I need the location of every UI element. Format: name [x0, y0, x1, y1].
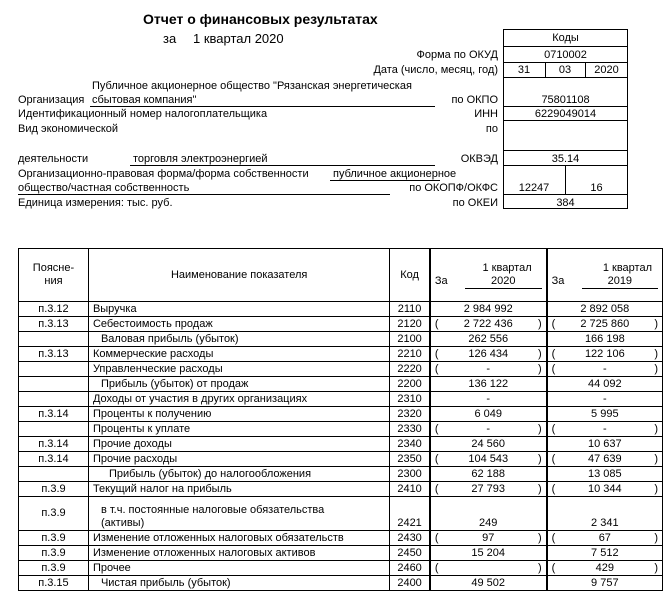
value-text: 122 106: [584, 347, 625, 360]
table-row: [19, 377, 663, 392]
row-code: 2200: [390, 377, 430, 392]
value-text: 429: [595, 561, 614, 574]
row-note: п.3.13: [19, 347, 89, 362]
date-year: 2020: [594, 64, 619, 76]
paren-close: ): [654, 422, 658, 435]
row-value-cur: [430, 377, 547, 392]
row-note: [19, 392, 89, 407]
row-name: Текущий налог на прибыль: [88, 482, 389, 497]
paren-open: (: [551, 422, 556, 435]
row-code: 2430: [390, 531, 430, 546]
row-note: п.3.12: [19, 302, 89, 317]
row-value-prev: [547, 561, 663, 576]
row-note: п.3.9: [19, 497, 89, 531]
col-name-header: Наименование показателя: [88, 249, 389, 302]
value-text: 7 512: [591, 546, 619, 559]
table-row: [19, 561, 663, 576]
row-value-prev: [547, 482, 663, 497]
paren-close: ): [537, 452, 542, 465]
paren-open: (: [551, 482, 556, 495]
okved-value: 35.14: [551, 153, 580, 165]
value-text: 262 556: [468, 332, 509, 345]
org-name-line1: Публичное акционерное общество "Рязанская энергетическая: [92, 80, 412, 92]
row-note: [19, 422, 89, 437]
paren-close: ): [654, 362, 658, 375]
okved-label: ОКВЭД: [460, 153, 498, 165]
table-row: [19, 407, 663, 422]
row-value-prev: [547, 392, 663, 407]
row-value-prev: [547, 317, 663, 332]
row-name: Себестоимость продаж: [88, 317, 389, 332]
row-value-cur: [430, 317, 547, 332]
row-code: 2450: [390, 546, 430, 561]
row-code: 2110: [390, 302, 430, 317]
row-value-cur: [430, 467, 547, 482]
col-cur-period: 1 квартал: [482, 261, 532, 274]
value-text: -: [602, 422, 607, 435]
legal-form-value: публичное акционерное: [333, 168, 457, 180]
table-row: [19, 576, 663, 591]
paren-open: (: [551, 531, 556, 544]
col-cur-za: За: [434, 274, 448, 287]
row-code: 2410: [390, 482, 430, 497]
row-code: 2310: [390, 392, 430, 407]
paren-open: (: [551, 362, 556, 375]
row-code: 2330: [390, 422, 430, 437]
row-note: п.3.9: [19, 531, 89, 546]
value-text: 104 543: [468, 452, 509, 465]
col-code-header: Код: [390, 249, 430, 302]
paren-open: (: [551, 452, 556, 465]
row-value-cur: [430, 437, 547, 452]
table-row: [19, 546, 663, 561]
table-row: [19, 332, 663, 347]
col-cur-header: [430, 249, 547, 302]
row-name: Коммерческие расходы: [88, 347, 389, 362]
row-value-cur: [430, 531, 547, 546]
financial-results-table: [18, 248, 663, 591]
row-name: Прочее: [88, 561, 389, 576]
paren-close: ): [654, 317, 658, 330]
row-name: Чистая прибыль (убыток): [88, 576, 389, 591]
paren-close: ): [654, 561, 658, 574]
row-value-prev: [547, 546, 663, 561]
okud-value: 0710002: [544, 49, 587, 61]
value-text: 5 995: [591, 407, 619, 420]
row-value-prev: [547, 347, 663, 362]
row-name: Прочие доходы: [88, 437, 389, 452]
row-name: Прибыль (убыток) от продаж: [88, 377, 389, 392]
col-prev-header: [547, 249, 663, 302]
value-text: 2 892 058: [580, 302, 630, 315]
okopf-label: по ОКОПФ/ОКФС: [409, 182, 498, 194]
period-prefix: за: [163, 31, 177, 46]
row-name: Прочие расходы: [88, 452, 389, 467]
row-value-prev: [547, 576, 663, 591]
value-text: -: [486, 392, 491, 405]
okei-label: по ОКЕИ: [452, 197, 498, 209]
table-row: [19, 531, 663, 546]
table-header-row: [19, 249, 663, 302]
value-text: 136 122: [468, 377, 509, 390]
row-value-prev: [547, 332, 663, 347]
paren-open: (: [551, 317, 556, 330]
paren-close: ): [537, 561, 542, 574]
row-name: Проценты к уплате: [88, 422, 389, 437]
value-text: -: [602, 392, 607, 405]
period-value: 1 квартал 2020: [193, 31, 284, 46]
paren-close: ): [537, 531, 542, 544]
row-value-cur: [430, 546, 547, 561]
value-text: 24 560: [471, 437, 506, 450]
row-note: п.3.14: [19, 407, 89, 422]
value-text: 10 344: [587, 482, 622, 495]
row-value-prev: [547, 302, 663, 317]
row-value-cur: [430, 392, 547, 407]
row-code: 2421: [390, 497, 430, 531]
activity-value: торговля электроэнергией: [133, 153, 268, 165]
paren-open: (: [551, 561, 556, 574]
row-value-prev: [547, 437, 663, 452]
value-text: 126 434: [468, 347, 509, 360]
report-title: Отчет о финансовых результатах: [143, 11, 378, 27]
org-label: Организация: [18, 94, 85, 106]
okopf-value: 12247: [518, 182, 550, 194]
activity-label2: деятельности: [18, 153, 89, 165]
paren-close: ): [654, 452, 658, 465]
value-text: 166 198: [584, 332, 625, 345]
paren-close: ): [537, 347, 542, 360]
row-value-cur: [430, 362, 547, 377]
paren-open: (: [434, 482, 439, 495]
value-text: -: [486, 362, 491, 375]
row-name: Доходы от участия в других организациях: [88, 392, 389, 407]
value-text: 15 204: [471, 546, 506, 559]
row-value-cur: [430, 482, 547, 497]
value-text: 49 502: [471, 576, 506, 589]
row-name: Проценты к получению: [88, 407, 389, 422]
table-row: [19, 317, 663, 332]
row-note: п.3.14: [19, 452, 89, 467]
paren-open: (: [434, 561, 439, 574]
row-note: п.3.9: [19, 482, 89, 497]
col-prev-za: За: [551, 274, 565, 287]
okpo-value: 75801108: [541, 94, 590, 106]
row-code: 2220: [390, 362, 430, 377]
value-text: 2 725 860: [580, 317, 630, 330]
value-text: 97: [482, 531, 495, 544]
value-text: 6 049: [474, 407, 502, 420]
org-name-line2: сбытовая компания": [92, 94, 197, 106]
date-day: 31: [517, 64, 531, 76]
value-text: 13 085: [587, 467, 622, 480]
codes-title: Коды: [552, 32, 579, 44]
row-value-prev: [547, 531, 663, 546]
table-row: [19, 302, 663, 317]
col-note-header: Поясне- ния: [19, 249, 89, 302]
row-name: Управленческие расходы: [88, 362, 389, 377]
value-text: 44 092: [587, 377, 622, 390]
unit-label: Единица измерения: тыс. руб.: [18, 197, 173, 209]
paren-open: (: [434, 452, 439, 465]
row-value-cur: [430, 576, 547, 591]
table-row: [19, 482, 663, 497]
row-value-cur: [430, 347, 547, 362]
row-note: [19, 377, 89, 392]
paren-close: ): [654, 531, 658, 544]
value-text: -: [486, 422, 491, 435]
row-note: п.3.13: [19, 317, 89, 332]
value-text: 2 984 992: [463, 302, 513, 315]
paren-open: (: [434, 362, 439, 375]
date-month: 03: [558, 64, 572, 76]
value-text: 9 757: [591, 576, 619, 589]
row-value-cur: [430, 422, 547, 437]
value-text: 10 637: [587, 437, 622, 450]
row-note: [19, 332, 89, 347]
row-value-cur: [430, 561, 547, 576]
okfs-value: 16: [590, 182, 603, 194]
value-text: 47 639: [587, 452, 622, 465]
row-value-cur: [430, 302, 547, 317]
paren-open: (: [434, 317, 439, 330]
row-value-prev: [547, 467, 663, 482]
table-row: [19, 437, 663, 452]
row-note: п.3.15: [19, 576, 89, 591]
paren-open: (: [434, 422, 439, 435]
table-row: [19, 467, 663, 482]
value-text: 249: [479, 517, 498, 529]
table-row: [19, 452, 663, 467]
row-note: [19, 467, 89, 482]
value-text: 67: [598, 531, 611, 544]
paren-close: ): [537, 422, 542, 435]
inn-label: ИНН: [474, 108, 498, 120]
row-code: 2120: [390, 317, 430, 332]
row-name: Прибыль (убыток) до налогообложения: [88, 467, 389, 482]
row-note: п.3.9: [19, 546, 89, 561]
activity-po: по: [485, 123, 498, 135]
row-note: [19, 362, 89, 377]
paren-close: ): [537, 362, 542, 375]
row-value-cur: [430, 452, 547, 467]
row-code: 2320: [390, 407, 430, 422]
value-text: 27 793: [471, 482, 506, 495]
row-value-prev: [547, 422, 663, 437]
row-code: 2210: [390, 347, 430, 362]
table-row: [19, 362, 663, 377]
row-code: 2400: [390, 576, 430, 591]
row-name: Изменение отложенных налоговых обязательств: [88, 531, 389, 546]
col-prev-year: 2019: [582, 275, 658, 289]
legal-form-label1: Организационно-правовая форма/форма собственности: [18, 168, 309, 180]
table-row: [19, 392, 663, 407]
row-code: 2300: [390, 467, 430, 482]
col-prev-period: 1 квартал: [602, 261, 652, 274]
paren-close: ): [654, 347, 658, 360]
row-name: Выручка: [88, 302, 389, 317]
value-text: 2 722 436: [463, 317, 513, 330]
inn-label-left: Идентификационный номер налогоплательщика: [18, 108, 268, 120]
paren-close: ): [537, 482, 542, 495]
row-value-cur: [430, 497, 547, 531]
table-row: [19, 347, 663, 362]
paren-close: ): [537, 317, 542, 330]
row-note: п.3.14: [19, 437, 89, 452]
row-value-cur: [430, 332, 547, 347]
row-note: п.3.9: [19, 561, 89, 576]
col-cur-year: 2020: [465, 275, 542, 289]
date-label: Дата (число, месяц, год): [373, 64, 498, 76]
paren-open: (: [551, 347, 556, 360]
table-row: [19, 422, 663, 437]
value-text: 2 341: [591, 517, 619, 529]
row-value-prev: [547, 362, 663, 377]
row-name: Изменение отложенных налоговых активов: [88, 546, 389, 561]
row-value-prev: [547, 377, 663, 392]
inn-value: 6229049014: [534, 108, 597, 120]
okei-value: 384: [556, 197, 575, 209]
paren-open: (: [434, 531, 439, 544]
okpo-label: по ОКПО: [451, 94, 498, 106]
row-code: 2350: [390, 452, 430, 467]
row-value-cur: [430, 407, 547, 422]
row-code: 2460: [390, 561, 430, 576]
paren-open: (: [434, 347, 439, 360]
row-value-prev: [547, 407, 663, 422]
row-value-prev: [547, 497, 663, 531]
paren-close: ): [654, 482, 658, 495]
row-code: 2340: [390, 437, 430, 452]
legal-form-label2: общество/частная собственность: [18, 182, 190, 194]
table-row: [19, 497, 663, 531]
activity-label1: Вид экономической: [18, 123, 119, 135]
row-name: в т.ч. постоянные налоговые обязательства (активы): [88, 497, 389, 531]
okud-label: Форма по ОКУД: [416, 49, 498, 61]
value-text: -: [602, 362, 607, 375]
row-code: 2100: [390, 332, 430, 347]
value-text: 62 188: [471, 467, 506, 480]
row-value-prev: [547, 452, 663, 467]
row-name: Валовая прибыль (убыток): [88, 332, 389, 347]
